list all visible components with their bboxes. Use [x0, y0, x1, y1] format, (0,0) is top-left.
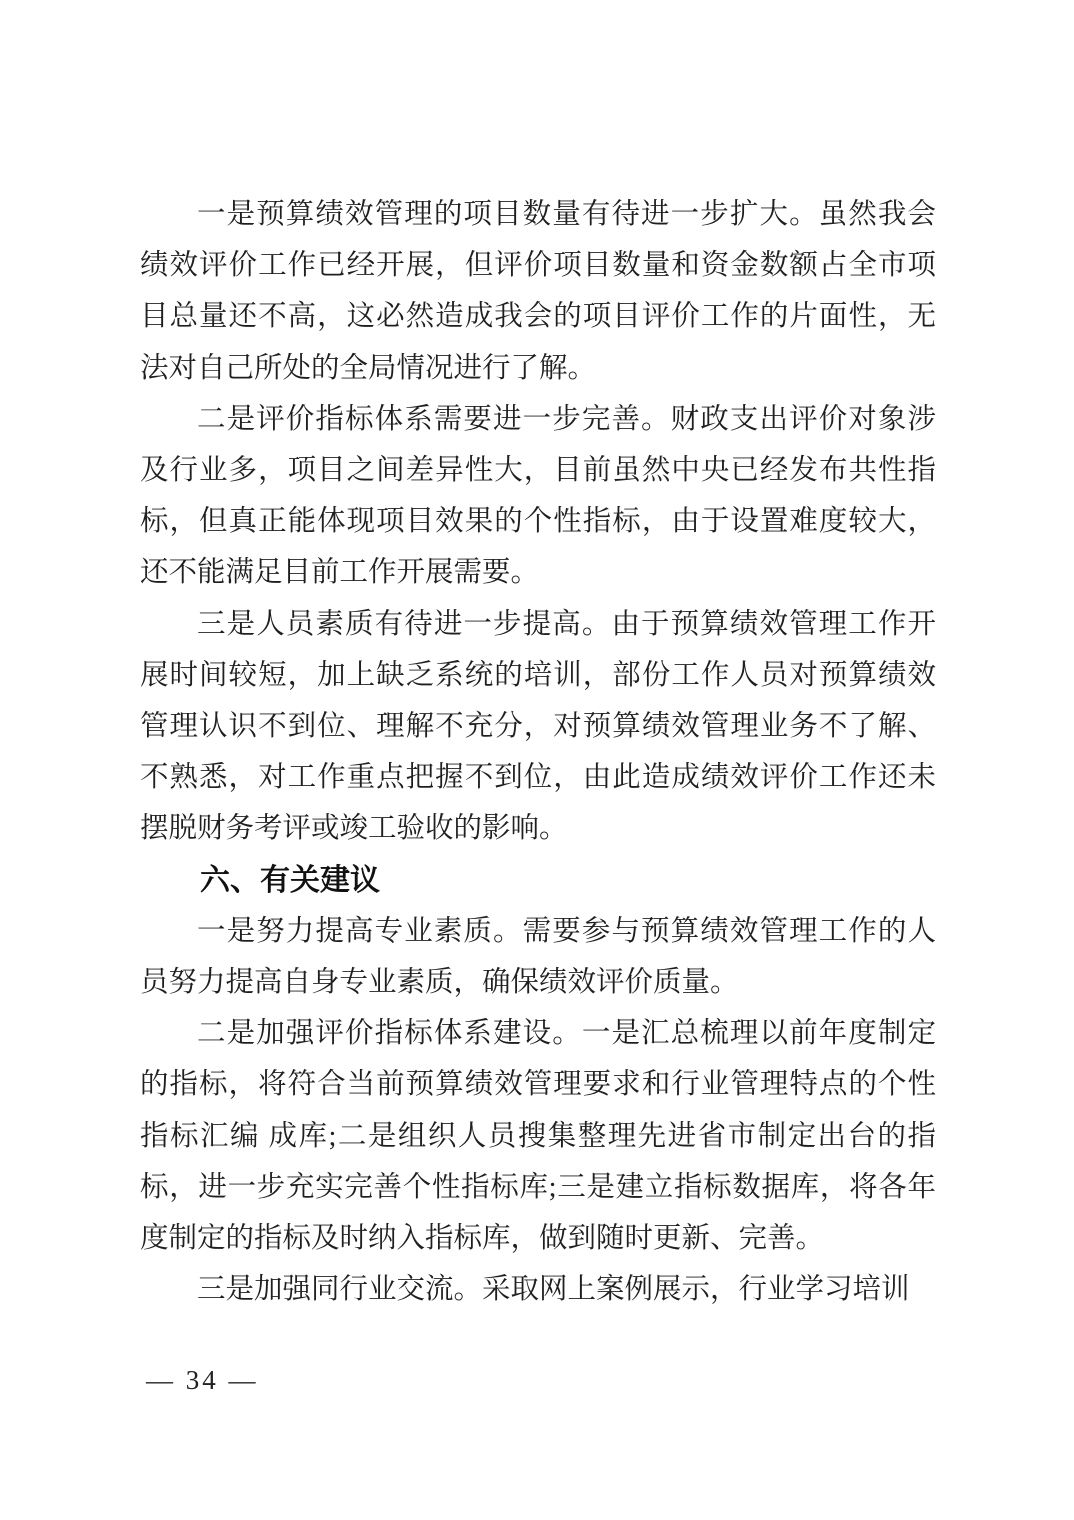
text-line: 摆脱财务考评或竣工验收的影响。: [140, 813, 568, 845]
text-line: 目总量还不高，这必然造成我会的项目评价工作的片面性，无: [140, 301, 936, 333]
text-line: 法对自己所处的全局情况进行了解。: [140, 352, 597, 384]
paragraph: [140, 189, 936, 394]
text-line: 标，但真正能体现项目效果的个性指标，由于设置难度较大，: [140, 506, 936, 538]
text-line: 展时间较短，加上缺乏系统的培训，部份工作人员对预算绩效: [140, 659, 936, 691]
text-line: 一是预算绩效管理的项目数量有待进一步扩大。虽然我会: [197, 199, 936, 230]
text-line: 管理认识不到位、理解不充分，对预算绩效管理业务不了解、: [140, 711, 936, 743]
paragraph: [140, 599, 936, 855]
text-line: 二是评价指标体系需要进一步完善。财政支出评价对象涉: [197, 403, 936, 435]
text-line: 不熟悉，对工作重点把握不到位，由此造成绩效评价工作还未: [140, 762, 936, 794]
text-line: 员努力提高自身专业素质，确保绩效评价质量。: [140, 967, 739, 999]
paragraph: [140, 906, 936, 1008]
text-line: 度制定的指标及时纳入指标库，做到随时更新、完善。: [140, 1223, 825, 1255]
text-line: 六、有关建议: [200, 863, 380, 897]
text-line: 还不能满足目前工作开展需要。: [140, 557, 540, 589]
text-line: 三是人员素质有待进一步提高。由于预算绩效管理工作开: [197, 608, 936, 640]
section-heading: [140, 855, 936, 906]
document-body: [140, 189, 936, 1315]
text-line: 及行业多，项目之间差异性大，目前虽然中央已经发布共性指: [140, 455, 936, 487]
text-line: 一是努力提高专业素质。需要参与预算绩效管理工作的人: [197, 915, 936, 947]
text-line: 三是加强同行业交流。采取网上案例展示，行业学习培训: [197, 1274, 910, 1306]
text-line: 绩效评价工作已经开展，但评价项目数量和资金数额占全市项: [140, 250, 936, 282]
text-line: 标，进一步充实完善个性指标库;三是建立指标数据库，将各年: [140, 1171, 936, 1203]
paragraph: [140, 1264, 936, 1315]
page-number: — 34 —: [146, 1365, 259, 1395]
text-line: 二是加强评价指标体系建设。一是汇总梳理以前年度制定: [197, 1018, 936, 1050]
text-line: 指标汇编 成库;二是组织人员搜集整理先进省市制定出台的指: [140, 1120, 936, 1152]
paragraph: [140, 394, 936, 599]
text-line: 的指标，将符合当前预算绩效管理要求和行业管理特点的个性: [140, 1069, 936, 1101]
paragraph: [140, 1008, 936, 1264]
